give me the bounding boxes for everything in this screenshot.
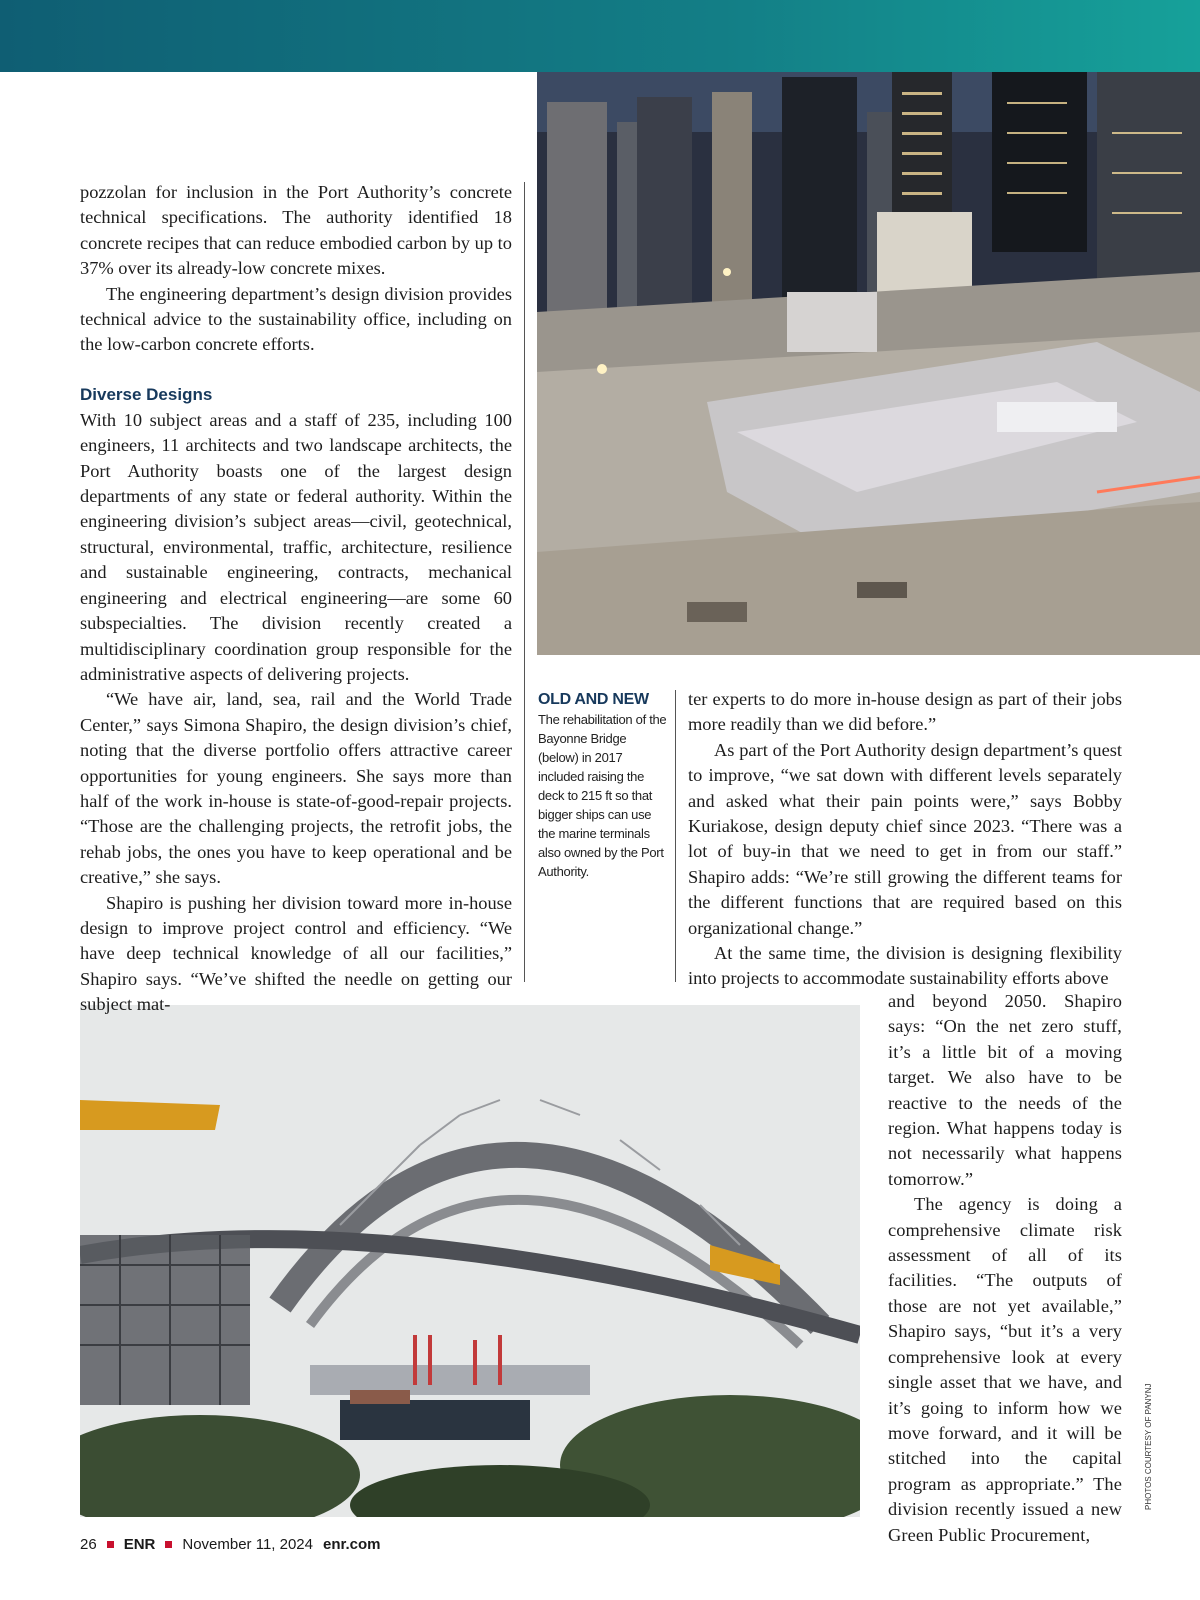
paragraph: With 10 subject areas and a staff of 235, including 100 engineers, 11 architects and two landscape architects, the Port Authority boasts one of the largest design departments of any state or federal authority. Within the engineering division’s subject areas—civil, geotechnical, structural, environmental, traffic, architecture, resilience and sustainable engineering, contracts, mechanical engineering and electrical engineering—are some 60 subspecialties. The division recently created a multidisciplinary coordination group responsible for the administrative aspects of delivering projects. bbox=[80, 409, 512, 684]
bayonne-bridge-photo bbox=[80, 1005, 860, 1517]
caption-body: The rehabilitation of the Bayonne Bridge (below) in 2017 included raising the deck to 215 ft so that bigger ships can use the marine terminals also owned by the Port Authority. bbox=[538, 712, 667, 879]
right-text-column bbox=[688, 687, 1122, 992]
publication-name: ENR bbox=[123, 1536, 156, 1553]
left-text-column bbox=[80, 180, 512, 1018]
column-rule bbox=[675, 690, 676, 982]
paragraph: “We have air, land, sea, rail and the World Trade Center,” says Simona Shapiro, the design division’s chief, noting that the diverse portfolio offers attractive career opportunities for young engineers. She says more than half of the work in-house is state-of-good-repair projects. “Those are the challenging projects, the retrofit jobs, the rehab jobs, the ones you have to keep operational and be creative,” she says. bbox=[80, 689, 512, 888]
paragraph: Shapiro is pushing her division toward more in-house design to improve project control and efficiency. “We have deep technical knowledge of all our facilities,” Shapiro says. “We’ve shifted the needle on getting our subject mat- bbox=[80, 892, 512, 1015]
photo-caption bbox=[538, 690, 668, 881]
paragraph: At the same time, the division is designing flexibility into projects to accommodate sustainability efforts above bbox=[688, 943, 1122, 989]
page-number: 26 bbox=[80, 1536, 97, 1553]
paragraph: and beyond 2050. Shapiro says: “On the net zero stuff, it’s a little bit of a moving target. We also have to be reactive to the needs of the region. What happens today is not necessarily what happens tomorrow.” bbox=[888, 991, 1122, 1189]
column-rule bbox=[524, 182, 525, 982]
paragraph: ter experts to do more in-house design as part of their jobs more readily than we did before.” bbox=[688, 689, 1122, 735]
paragraph: The agency is doing a comprehensive climate risk assessment of all of its facilities. “The outputs of those are not yet available,” Shapiro says, “but it’s a very comprehensive look at every single asset that we have, and it’s going to inform how we move forward, and it will be stitched into the capital program as appropriate.” The division recently issued a new Green Public Procurement, bbox=[888, 1194, 1122, 1545]
paragraph: As part of the Port Authority design department’s quest to improve, “we sat down with different levels separately and asked what their pain points were,” says Bobby Kuriakose, design deputy chief since 2023. “There was a lot of buy-in that we need to get in from our staff.” Shapiro adds: “We’re still growing the different teams for the different functions that are required based on this organizational change.” bbox=[688, 739, 1122, 938]
paragraph: The engineering department’s design division provides technical advice to the sustainability office, including on the low-carbon concrete efforts. bbox=[80, 283, 512, 355]
paragraph: pozzolan for inclusion in the Port Authority’s concrete technical specifications. The authority identified 18 concrete recipes that can reduce embodied carbon by up to 37% over its already-low concrete mixes. bbox=[80, 182, 512, 279]
narrow-text-column bbox=[888, 989, 1122, 1548]
caption-heading: OLD AND NEW bbox=[538, 691, 649, 708]
page-footer bbox=[80, 1536, 381, 1553]
separator-square-icon bbox=[107, 1541, 114, 1548]
wtc-site-photo bbox=[537, 72, 1200, 655]
header-banner bbox=[0, 0, 1200, 72]
bayonne-bridge-illustration bbox=[80, 1005, 860, 1517]
photo-credit: PHOTOS COURTESY OF PANYNJ bbox=[1144, 1383, 1153, 1510]
wtc-site-illustration bbox=[537, 72, 1200, 655]
separator-square-icon bbox=[165, 1541, 172, 1548]
section-subhead: Diverse Designs bbox=[80, 384, 213, 404]
website-link[interactable]: enr.com bbox=[323, 1536, 381, 1553]
issue-date: November 11, 2024 bbox=[182, 1536, 313, 1553]
